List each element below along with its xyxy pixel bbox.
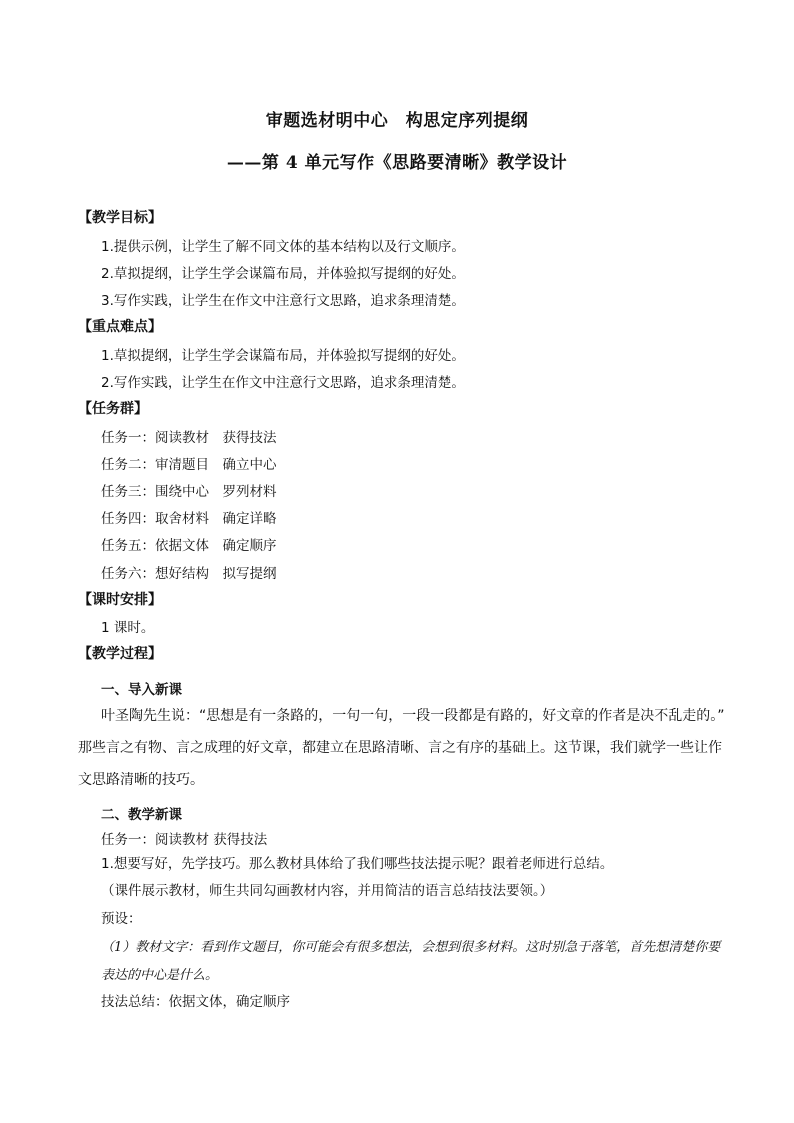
task1-label: 任务一：阅读教材 获得技法 (101, 832, 268, 848)
intro-paragraph-line: 那些言之有物、言之成理的好文章，都建立在思路清晰、言之有序的基础上。这节课，我们就学一些让作 (78, 740, 722, 756)
task-item: 任务二：审清题目 确立中心 (101, 457, 277, 473)
page-subtitle: ——第 4 单元写作《思路要清晰》教学设计 (226, 153, 568, 173)
task-item: 任务六：想好结构 拟写提纲 (101, 566, 277, 582)
section-heading-goals: 【教学目标】 (78, 210, 162, 226)
part1-heading: 一、导入新课 (101, 682, 182, 698)
part2-heading: 二、教学新课 (101, 807, 182, 823)
textbook-quote: （1）教材文字：看到作文题目，你可能会有很多想法，会想到很多材料。这时别急于落笔，首先想清楚你要表达的中心是什么。 (101, 940, 721, 983)
schedule-text: 1 课时。 (101, 620, 155, 636)
page-title: 审题选材明中心 构思定序列提纲 (265, 111, 529, 131)
section-heading-schedule: 【课时安排】 (78, 592, 162, 608)
goal-item: 3.写作实践，让学生在作文中注意行文思路，追求条理清楚。 (101, 293, 465, 309)
intro-paragraph-line: 叶圣陶先生说：“思想是有一条路的，一句一句，一段一段都是有路的，好文章的作者是决不乱走的。” (101, 708, 725, 724)
section-heading-process: 【教学过程】 (78, 646, 162, 662)
body-paragraph: 1.想要写好，先学技巧。那么教材具体给了我们哪些技法提示呢？跟着老师进行总结。 (101, 856, 614, 872)
section-heading-keypoints: 【重点难点】 (78, 319, 162, 335)
task-item: 任务四：取舍材料 确定详略 (101, 511, 277, 527)
task-item: 任务五：依据文体 确定顺序 (101, 538, 277, 554)
task-item: 任务三：围绕中心 罗列材料 (101, 484, 277, 500)
section-heading-tasks: 【任务群】 (78, 401, 148, 417)
keypoint-item: 2.写作实践，让学生在作文中注意行文思路，追求条理清楚。 (101, 375, 465, 391)
goal-item: 1.提供示例，让学生了解不同文体的基本结构以及行文顺序。 (101, 239, 465, 255)
goal-item: 2.草拟提纲，让学生学会谋篇布局，并体验拟写提纲的好处。 (101, 266, 465, 282)
body-paragraph: （课件展示教材，师生共同勾画教材内容，并用简洁的语言总结技法要领。） (101, 883, 554, 899)
preset-label: 预设： (101, 911, 142, 927)
intro-paragraph-line: 文思路清晰的技巧。 (78, 772, 204, 788)
keypoint-item: 1.草拟提纲，让学生学会谋篇布局，并体验拟写提纲的好处。 (101, 348, 465, 364)
task-item: 任务一：阅读教材 获得技法 (101, 430, 277, 446)
technique-summary: 技法总结：依据文体，确定顺序 (101, 994, 290, 1010)
